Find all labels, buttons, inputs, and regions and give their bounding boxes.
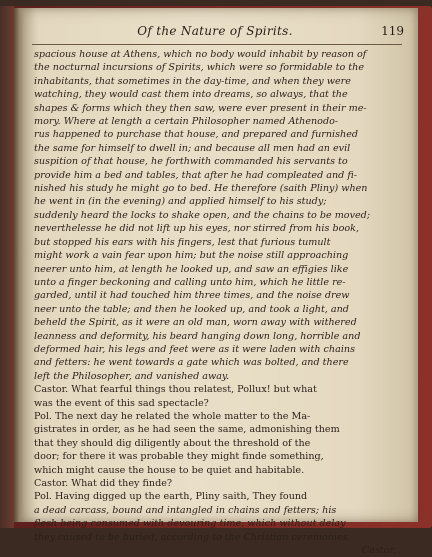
text-line: that they should dig diligently about the threshold of the [34,437,311,449]
text-line: beheld the Spirit, as it were an old man, worn away with withered [34,317,357,329]
text-line: rus happened to purchase that house, and prepared and furnished [34,129,359,141]
text-line: gistrates in order, as he had seen the same, admonishing them [34,424,340,436]
text-line: Castor. What did they finde? [34,478,173,489]
text-line: garded, until it had touched him three times, and the noise drew [34,290,350,302]
page-text [34,48,402,557]
text-line: which might cause the house to be quiet and habitable. [34,464,305,476]
text-line: he went in (in the evening) and applied himself to his study; [34,196,327,208]
text-line: Pol. Having digged up the earth, Pliny saith, They found [34,491,308,503]
text-line: they caused to be buried, according to the Christian ceremonies. [34,531,351,543]
text-line: door; for there it was probable they might finde something, [34,451,324,463]
text-line: suddenly heard the locks to shake open, and the chains to be moved; [34,209,371,221]
text-line: the same for himself to dwell in; and because all men had an evil [34,142,351,154]
book-page [14,8,418,557]
text-line: left the Philosopher, and vanished away. [34,370,230,382]
text-line: and fetters: he went towards a gate which was bolted, and there [34,357,349,369]
text-line: provide him a bed and tables, that after he had compleated and fi- [34,169,358,181]
text-line: neer unto the table; and then he looked up, and took a light, and [34,303,349,315]
text-line: Castor. [361,545,396,557]
text-line: Pol. The next day he related the whole matter to the Ma- [34,410,311,422]
text-line: shapes & forms which they then saw, were ever present in their me- [34,102,367,114]
text-line: suspition of that house, he forthwith commanded his servants to [34,156,348,168]
text-line: unto a finger beckoning and calling unto him, which he little re- [34,276,346,288]
cover-edge-left [0,6,14,528]
header-rule [32,44,402,45]
text-line: a dead carcass, bound and intangled in chains and fetters; his [34,504,337,516]
text-line: mory. Where at length a certain Philosopher named Athenodo- [34,116,339,128]
text-line: deformed hair, his legs and feet were as it were laden with chains [34,343,355,355]
text-line: flesh being consumed with devouring time, which without delay [34,518,346,530]
text-line: nished his study he might go to bed. He therefore (saith Pliny) when [34,183,368,195]
text-line: but stopped his ears with his fingers, lest that furious tumult [34,236,331,248]
page-number: 119 [381,24,404,38]
text-line: neverthelesse he did not lift up his eyes, nor stirred from his book, [34,223,360,235]
text-line: watching, they would cast them into dreams, so always, that the [34,89,348,101]
running-title: Of the Nature of Spirits. [137,24,293,38]
text-line: the nocturnal incursions of Spirits, which were so formidable to the [34,62,365,74]
text-line: neerer unto him, at length he looked up, and saw an effigies like [34,263,349,275]
text-line: inhabitants, that sometimes in the day-time, and when they were [34,75,351,87]
text-line: Castor. What fearful things thou relatest, Pollux! but what [34,384,317,396]
text-line: leanness and deformity, his beard hanging down long, horrible and [34,330,361,342]
page-gutter [14,8,24,522]
text-line: was the event of this sad spectacle? [34,397,209,409]
text-line: might work a vain fear upon him; but the noise still approaching [34,250,349,262]
text-line: spacious house at Athens, which no body would inhabit by reason of [34,49,367,60]
